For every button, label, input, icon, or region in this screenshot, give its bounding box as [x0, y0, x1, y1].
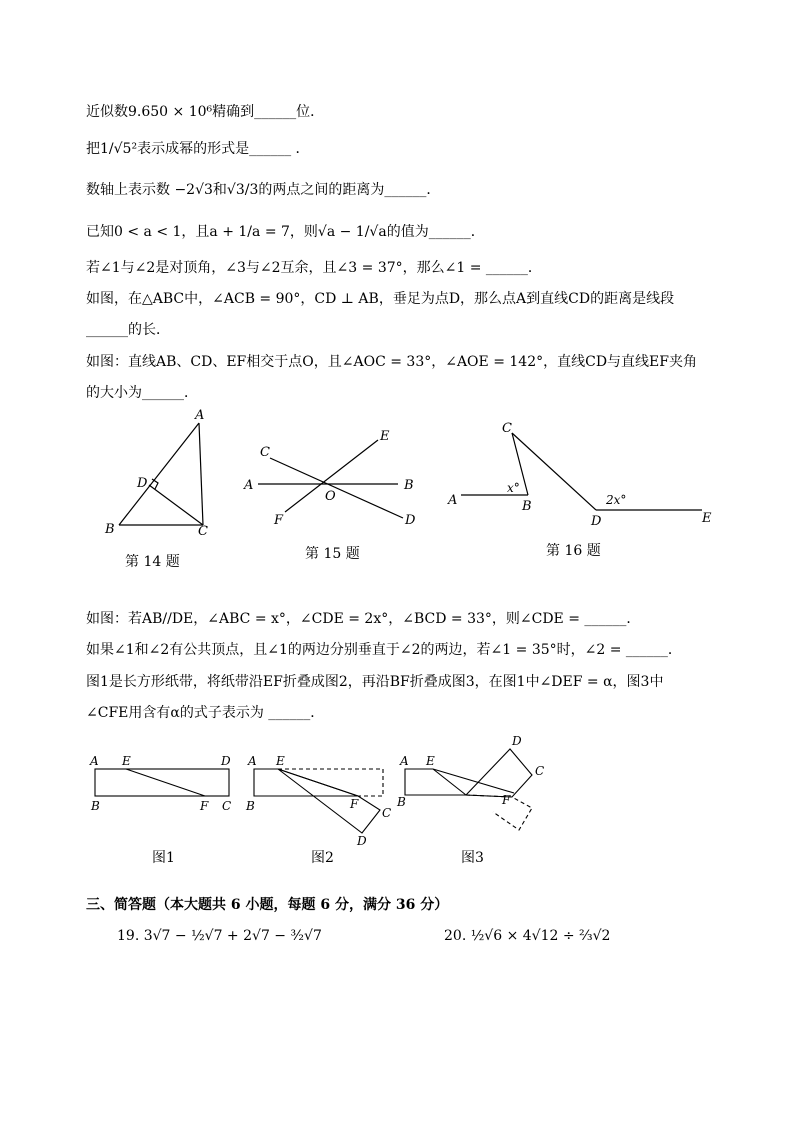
- caption-fig16: 第 16 题: [546, 543, 601, 559]
- fig15-label-f: F: [274, 513, 284, 528]
- strip-figure-3: [405, 749, 532, 830]
- strip2-label-a: A: [248, 754, 257, 768]
- question-13-text: 若∠1与∠2是对顶角，∠3与∠2互余，且∠3 = 37°，那么∠1 = ______．: [86, 260, 542, 276]
- fig15-label-e: E: [380, 429, 390, 444]
- figure-15: [258, 440, 403, 518]
- caption-fig14: 第 14 题: [125, 554, 180, 570]
- strip1-label-f: F: [200, 799, 209, 813]
- question-20-text: 20. ½√6 × 4√12 ÷ ⅔√2: [444, 928, 611, 944]
- question-14-text: 如图，在△ABC中，∠ACB = 90°，CD ⊥ AB，垂足为点D，那么点A到直线CD的距离是线段: [86, 291, 675, 307]
- caption-strip3: 图3: [461, 850, 484, 866]
- strip1-label-e: E: [122, 754, 131, 768]
- question-14-text2: ______的长．: [86, 322, 170, 338]
- question-9: [86, 102, 324, 122]
- fig16-label-2x: 2x°: [606, 493, 627, 507]
- strip3-label-c: C: [535, 764, 545, 778]
- figure-16: [461, 433, 702, 510]
- fig16-label-d: D: [591, 514, 602, 529]
- question-14: [86, 289, 674, 309]
- question-12-text: 已知0 < a < 1，且a + 1/a = 7，则√a − 1/√a的值为______．: [86, 224, 485, 240]
- fig16-label-b: B: [522, 499, 532, 514]
- question-11-text: 数轴上表示数 −2√3和√3/3的两点之间的距离为______．: [86, 182, 441, 198]
- strip3-label-f: F: [502, 793, 511, 807]
- strip2-label-d: D: [357, 834, 367, 848]
- question-20: [444, 926, 610, 946]
- fig15-label-b: B: [404, 478, 414, 493]
- question-18: [86, 672, 663, 692]
- question-19-text: 19. 3√7 − ½√7 + 2√7 − ³⁄₂√7: [117, 928, 322, 944]
- question-9-text: 近似数9.650 × 10⁶精确到______位．: [86, 104, 325, 120]
- caption-strip2: 图2: [311, 850, 334, 866]
- question-11: [86, 180, 440, 200]
- question-16-text: 如图：若AB//DE，∠ABC = x°，∠CDE = 2x°，∠BCD = 33°，则∠CDE = ______．: [86, 611, 641, 627]
- strip2-label-f: F: [350, 797, 359, 811]
- fig15-label-o: O: [325, 489, 336, 504]
- fig14-label-c: C: [198, 524, 208, 539]
- question-10-text: 把1/√5²表示成幂的形式是______ ．: [86, 141, 310, 157]
- strip2-label-e: E: [276, 754, 285, 768]
- question-12: [86, 222, 485, 242]
- question-18-text: 图1是长方形纸带，将纸带沿EF折叠成图2，再沿BF折叠成图3，在图1中∠DEF = α，图3中: [86, 674, 664, 690]
- strip1-label-d: D: [221, 754, 231, 768]
- fig16-label-a: A: [448, 493, 458, 508]
- question-14-line2: [86, 320, 170, 340]
- caption-strip1: 图1: [152, 850, 175, 866]
- strip3-label-a: A: [400, 754, 409, 768]
- fig15-label-d: D: [405, 513, 416, 528]
- strip-figure-1: [95, 769, 229, 796]
- strip1-label-a: A: [90, 754, 99, 768]
- fig16-label-x: x°: [507, 481, 520, 495]
- fig14-label-a: A: [195, 408, 205, 423]
- fig16-label-e: E: [702, 511, 712, 526]
- question-15-text2: 的大小为______．: [86, 385, 198, 401]
- fig14-label-d: D: [137, 476, 148, 491]
- fig15-label-a: A: [244, 478, 254, 493]
- geometry-figures: [0, 400, 794, 600]
- fig16-label-c: C: [502, 421, 512, 436]
- question-15-text: 如图：直线AB、CD、EF相交于点O，且∠AOC = 33°，∠AOE = 142°，直线CD与直线EF夹角: [86, 354, 697, 370]
- question-15: [86, 352, 697, 372]
- question-16: [86, 609, 640, 629]
- strip3-label-d: D: [512, 734, 522, 748]
- caption-fig15: 第 15 题: [305, 546, 360, 562]
- fig14-label-b: B: [105, 522, 115, 537]
- strip3-label-b: B: [397, 795, 406, 809]
- question-18-text2: ∠CFE用含有α的式子表示为 ______．: [86, 705, 325, 721]
- question-13: [86, 258, 542, 278]
- question-17: [86, 640, 682, 660]
- strip1-label-c: C: [222, 799, 232, 813]
- strip-figure-2: [254, 769, 383, 833]
- strip2-label-b: B: [246, 799, 255, 813]
- strip3-label-e: E: [426, 754, 435, 768]
- fig15-label-c: C: [260, 445, 270, 460]
- section-3-title: 三、简答题（本大题共 6 小题，每题 6 分，满分 36 分）: [86, 897, 449, 913]
- figure-14: [119, 423, 203, 525]
- strip2-label-c: C: [382, 806, 392, 820]
- question-19: [117, 926, 322, 946]
- question-10: [86, 139, 310, 159]
- question-18-line2: [86, 703, 324, 723]
- question-17-text: 如果∠1和∠2有公共顶点，且∠1的两边分别垂直于∠2的两边，若∠1 = 35°时，∠2 = ______．: [86, 642, 682, 658]
- strip1-label-b: B: [91, 799, 100, 813]
- paper-strip-figures: [0, 730, 794, 850]
